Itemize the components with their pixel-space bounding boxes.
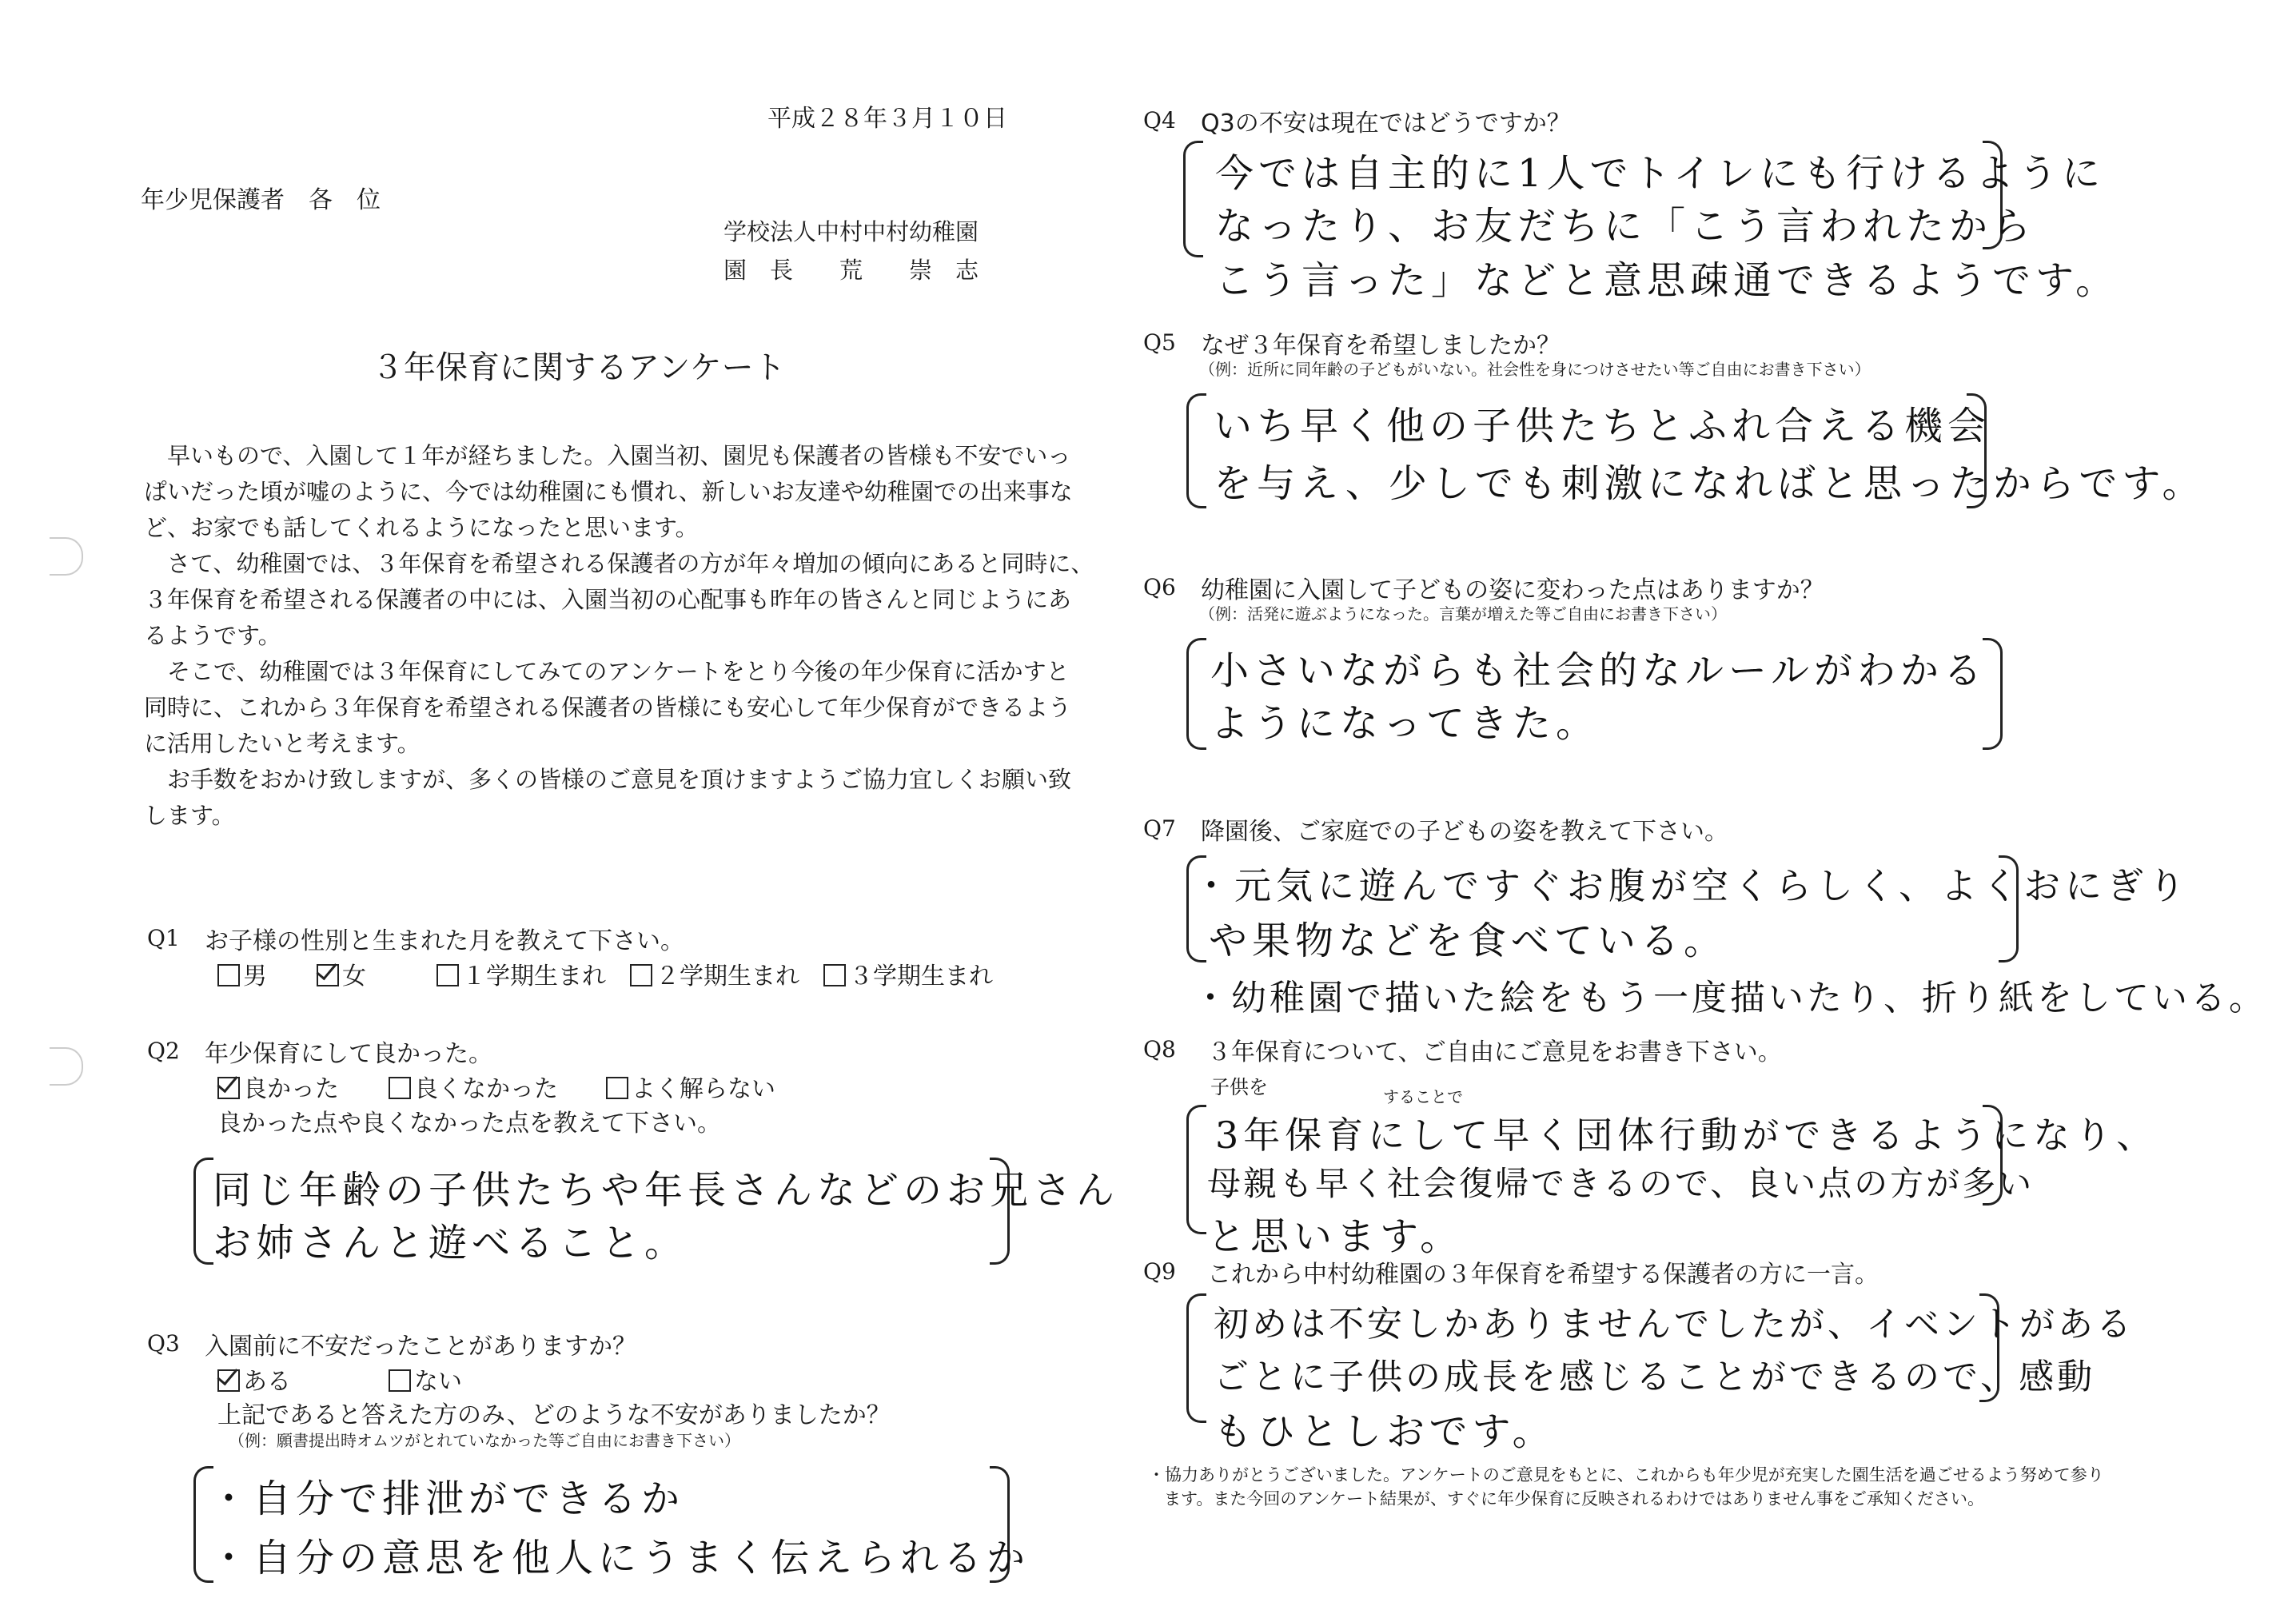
q4-answer-line: なったり、お友だちに「こう言われたから bbox=[1215, 204, 2036, 249]
school-name: 学校法人中村中村幼稚園 bbox=[723, 218, 979, 245]
q1-option-term3[interactable]: ３学期生まれ bbox=[823, 956, 993, 991]
q2-option-good[interactable]: 良かった bbox=[217, 1069, 339, 1104]
q1-option-term1[interactable]: １学期生まれ bbox=[436, 956, 606, 991]
q4-question: Q3の不安は現在ではどうですか？ bbox=[1201, 110, 1571, 137]
q8-note: することで bbox=[1383, 1087, 1463, 1106]
q3-subquestion: 上記であると答えた方のみ、どのような不安がありましたか？ bbox=[217, 1401, 891, 1429]
answer-bracket-left bbox=[1186, 638, 1206, 750]
recipient-line: 年少児保護者 各 位 bbox=[141, 186, 381, 214]
answer-bracket-left bbox=[1186, 393, 1206, 508]
answer-bracket-left bbox=[1186, 1293, 1206, 1423]
intro-line: さて、幼稚園では、３年保育を希望される保護者の方が年々増加の傾向にあると同時に、 bbox=[144, 550, 1094, 577]
q9-answer-line: ごとに子供の成長を感じることができるので、感動 bbox=[1214, 1357, 2096, 1397]
q3-example: （例：願書提出時オムツがとれていなかった等ご自由にお書き下さい） bbox=[229, 1431, 740, 1450]
checked-box-icon bbox=[217, 1369, 240, 1392]
footer-note bbox=[1148, 1463, 2104, 1511]
q3-answer-line: ・自分で排泄ができるか bbox=[209, 1477, 685, 1521]
q1-option-male[interactable]: 男 bbox=[217, 956, 267, 991]
q7-number: Q7 bbox=[1143, 815, 1176, 842]
intro-line: します。 bbox=[144, 802, 235, 829]
q9-number: Q9 bbox=[1143, 1258, 1176, 1285]
q7-answer-line: や果物などを食べている。 bbox=[1209, 919, 1728, 963]
q8-question: ３年保育について、ご自由にご意見をお書き下さい。 bbox=[1207, 1038, 1782, 1066]
q2-number: Q2 bbox=[147, 1038, 180, 1064]
q7-answer-line: ・元気に遊んですぐお腹が空くらしく、よくおにぎり bbox=[1193, 864, 2190, 907]
q8-answer-line: 3年保育にして早く団体行動ができるようになり、 bbox=[1215, 1114, 2158, 1157]
intro-line: 同時に、これから３年保育を希望される保護者の皆様にも安心して年少保育ができるよう bbox=[144, 694, 1072, 721]
q6-number: Q6 bbox=[1143, 574, 1176, 600]
left-column bbox=[0, 0, 1120, 1618]
intro-line: に活用したいと考えます。 bbox=[144, 730, 421, 757]
q1-option-female[interactable]: 女 bbox=[317, 956, 366, 991]
checked-box-icon bbox=[217, 1077, 240, 1099]
q1-option-term2[interactable]: ２学期生まれ bbox=[630, 956, 799, 991]
q9-answer-line: 初めは不安しかありませんでしたが、イベントがある bbox=[1214, 1304, 2135, 1345]
q6-answer-line: ようになってきた。 bbox=[1210, 701, 1600, 746]
q3-answer-line: ・自分の意思を他人にうまく伝えられるか bbox=[209, 1536, 1030, 1580]
q4-number: Q4 bbox=[1143, 107, 1176, 134]
intro-line: ど、お家でも話してくれるようになったと思います。 bbox=[144, 514, 699, 541]
checkbox-icon bbox=[217, 964, 240, 986]
checked-box-icon bbox=[317, 964, 339, 986]
footer-line: ・協力ありがとうございました。アンケートのご意見をもとに、これからも年少児が充実した園生活を過ごせるよう努めて参り bbox=[1148, 1465, 2104, 1484]
checkbox-icon bbox=[389, 1369, 411, 1392]
q3-question: 入園前に不安だったことがありますか？ bbox=[205, 1333, 636, 1361]
q6-answer-line: 小さいながらも社会的なルールがわかる bbox=[1210, 648, 1987, 693]
intro-line: お手数をおかけ致しますが、多くの皆様のご意見を頂けますようご協力宜しくお願い致 bbox=[144, 766, 1072, 793]
q1-number: Q1 bbox=[147, 925, 180, 951]
q4-answer-line: こう言った」などと意思疎通できるようです。 bbox=[1215, 258, 2119, 303]
intro-line: 早いもので、入園して１年が経ちました。入園当初、園児も保護者の皆様も不安でいっ bbox=[144, 442, 1071, 469]
q9-answer-line: もひとしおです。 bbox=[1214, 1409, 1556, 1454]
checkbox-icon bbox=[389, 1077, 411, 1099]
q2-answer-line: 同じ年齢の子供たちや年長さんなどのお兄さん bbox=[213, 1168, 1120, 1213]
document-date: 平成２８年３月１０日 bbox=[767, 105, 1007, 133]
footer-line: ます。また今回のアンケート結果が、すぐに年少保育に反映されるわけではありません事をご承知ください。 bbox=[1164, 1489, 1985, 1508]
q7-answer-line: ・幼稚園で描いた絵をもう一度描いたり、折り紙をしている。 bbox=[1193, 978, 2267, 1018]
q8-answer-line: と思います。 bbox=[1207, 1214, 1464, 1259]
checkbox-icon bbox=[823, 964, 846, 986]
intro-paragraph bbox=[144, 438, 1094, 834]
q5-answer-line: を与え、少しでも刺激になればと思ったからです。 bbox=[1214, 461, 2206, 506]
answer-bracket-left bbox=[1186, 1105, 1206, 1234]
q8-number: Q8 bbox=[1143, 1036, 1176, 1062]
answer-bracket-left bbox=[1183, 141, 1203, 257]
q5-example: （例：近所に同年齢の子どもがいない。社会性を身につけさせたい等ご自由にお書き下さい） bbox=[1199, 360, 1871, 379]
q6-example: （例：活発に遊ぶようになった。言葉が増えた等ご自由にお書き下さい） bbox=[1199, 604, 1727, 624]
q8-note: 子供を bbox=[1210, 1076, 1268, 1098]
q2-question: 年少保育にして良かった。 bbox=[205, 1040, 492, 1068]
q2-answer-line: お姉さんと遊べること。 bbox=[213, 1221, 688, 1265]
q4-answer-line: 今では自主的に1人でトイレにも行けるように bbox=[1215, 151, 2106, 196]
q3-number: Q3 bbox=[147, 1330, 180, 1357]
checkbox-icon bbox=[606, 1077, 628, 1099]
q2-subquestion: 良かった点や良くなかった点を教えて下さい。 bbox=[217, 1110, 721, 1138]
q2-option-not-good[interactable]: 良くなかった bbox=[389, 1069, 558, 1104]
survey-title: ３年保育に関するアンケート bbox=[372, 349, 786, 386]
checkbox-icon bbox=[436, 964, 459, 986]
intro-line: るようです。 bbox=[144, 622, 281, 649]
right-column bbox=[1103, 0, 2296, 1618]
q8-answer-line: 母親も早く社会復帰できるので、良い点の方が多い bbox=[1207, 1164, 2035, 1203]
q3-option-yes[interactable]: ある bbox=[217, 1361, 291, 1397]
q2-option-unsure[interactable]: よく解らない bbox=[606, 1069, 775, 1104]
q1-question: お子様の性別と生まれた月を教えて下さい。 bbox=[205, 927, 684, 955]
answer-bracket-left bbox=[193, 1158, 213, 1265]
principal-name: 園 長 荒 崇 志 bbox=[723, 257, 979, 284]
checkbox-icon bbox=[630, 964, 652, 986]
q3-option-no[interactable]: ない bbox=[389, 1361, 462, 1397]
q5-answer-line: いち早く他の子供たちとふれ合える機会 bbox=[1214, 404, 1991, 448]
intro-line: そこで、幼稚園では３年保育にしてみてのアンケートをとり今後の年少保育に活かすと bbox=[144, 658, 1070, 685]
intro-line: ３年保育を希望される保護者の中には、入園当初の心配事も昨年の皆さんと同じようにあ bbox=[144, 586, 1072, 613]
q5-number: Q5 bbox=[1143, 329, 1176, 356]
q6-question: 幼稚園に入園して子どもの姿に変わった点はありますか？ bbox=[1201, 576, 1824, 604]
q7-question: 降園後、ご家庭での子どもの姿を教えて下さい。 bbox=[1201, 818, 1728, 846]
q5-question: なぜ３年保育を希望しましたか？ bbox=[1201, 332, 1561, 360]
intro-line: ぱいだった頃が嘘のように、今では幼稚園にも慣れ、新しいお友達や幼稚園での出来事な bbox=[144, 478, 1073, 505]
q9-question: これから中村幼稚園の３年保育を希望する保護者の方に一言。 bbox=[1207, 1261, 1879, 1289]
